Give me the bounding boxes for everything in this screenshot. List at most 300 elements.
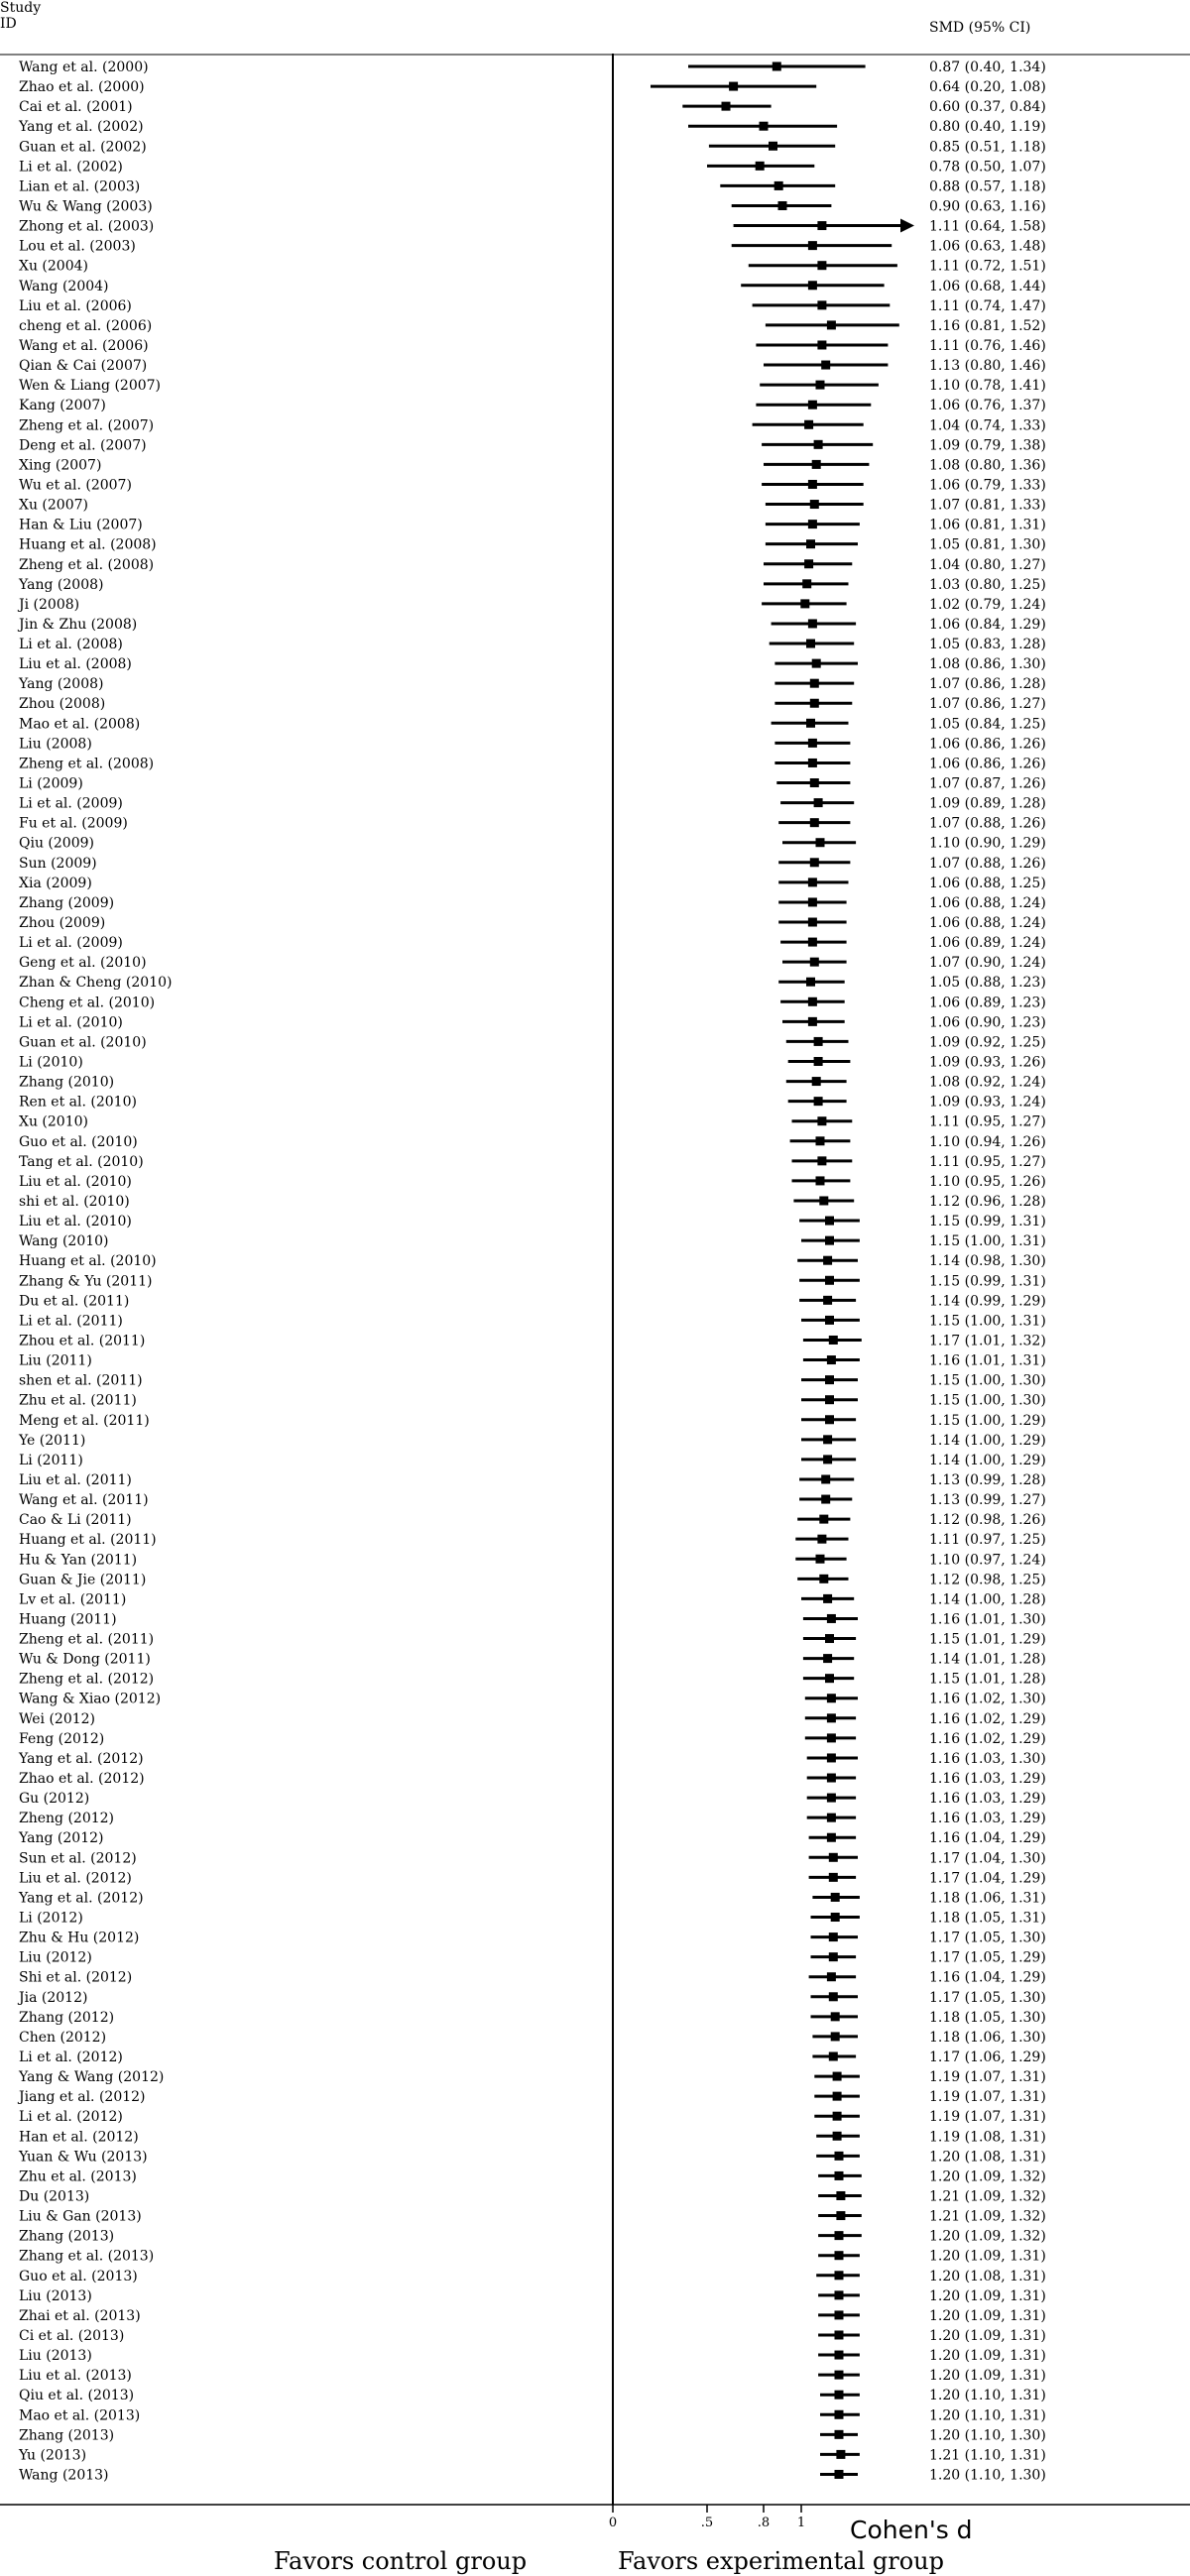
point-estimate-marker (827, 1614, 836, 1623)
point-estimate-marker (819, 1196, 828, 1205)
smd-ci-value: 1.06 (0.79, 1.33) (929, 477, 1046, 494)
study-id-label: Zhao et al. (2012) (19, 1771, 145, 1788)
smd-ci-value: 1.20 (1.09, 1.31) (929, 2307, 1046, 2324)
point-estimate-marker (817, 1535, 826, 1544)
smd-ci-value: 1.11 (0.72, 1.51) (929, 258, 1046, 275)
smd-ci-value: 1.06 (0.81, 1.31) (929, 517, 1046, 533)
study-id-label: Zheng et al. (2008) (19, 556, 155, 573)
point-estimate-marker (804, 559, 813, 568)
point-estimate-marker (817, 261, 826, 270)
point-estimate-marker (835, 2330, 844, 2339)
study-id-label: Liu (2011) (19, 1352, 92, 1369)
point-estimate-marker (816, 838, 825, 847)
point-estimate-marker (808, 619, 817, 628)
smd-ci-value: 1.07 (0.88, 1.26) (929, 855, 1046, 872)
point-estimate-marker (810, 858, 819, 867)
smd-ci-value: 1.19 (1.07, 1.31) (929, 2069, 1046, 2086)
smd-ci-value: 1.16 (1.02, 1.29) (929, 1710, 1046, 1727)
study-id-label: Lv et al. (2011) (19, 1591, 127, 1608)
smd-ci-value: 1.16 (1.02, 1.30) (929, 1691, 1046, 1707)
study-id-label: Han et al. (2012) (19, 2129, 139, 2146)
smd-ci-value: 1.19 (1.08, 1.31) (929, 2129, 1046, 2146)
point-estimate-marker (836, 2211, 845, 2220)
study-id-label: Wang et al. (2011) (19, 1492, 149, 1509)
point-estimate-marker (774, 181, 783, 190)
study-id-label: Han & Liu (2007) (19, 517, 143, 533)
smd-ci-value: 1.11 (0.64, 1.58) (929, 218, 1046, 235)
study-id-label: Gu (2012) (19, 1791, 90, 1808)
point-estimate-marker (829, 1873, 838, 1882)
study-id-label: Deng et al. (2007) (19, 437, 147, 454)
smd-ci-value: 1.20 (1.09, 1.32) (929, 2168, 1046, 2185)
study-id-label: Lou et al. (2003) (19, 238, 136, 255)
smd-ci-value: 1.15 (1.00, 1.30) (929, 1392, 1046, 1409)
smd-ci-value: 1.09 (0.93, 1.26) (929, 1054, 1046, 1071)
smd-ci-value: 1.11 (0.74, 1.47) (929, 297, 1046, 314)
smd-ci-value: 1.10 (0.95, 1.26) (929, 1173, 1046, 1190)
point-estimate-marker (825, 1415, 834, 1424)
smd-ci-value: 1.09 (0.89, 1.28) (929, 795, 1046, 812)
smd-ci-value: 1.16 (0.81, 1.52) (929, 317, 1046, 334)
study-id-label: Li et al. (2010) (19, 1014, 123, 1031)
smd-ci-value: 1.06 (0.88, 1.24) (929, 915, 1046, 932)
smd-ci-value: 1.16 (1.02, 1.29) (929, 1730, 1046, 1747)
smd-ci-value: 1.19 (1.07, 1.31) (929, 2109, 1046, 2126)
smd-ci-value: 1.16 (1.01, 1.31) (929, 1352, 1046, 1369)
point-estimate-marker (817, 340, 826, 349)
study-id-label: Jin & Zhu (2008) (19, 616, 138, 633)
smd-ci-value: 1.18 (1.06, 1.31) (929, 1890, 1046, 1907)
smd-ci-value: 1.17 (1.04, 1.29) (929, 1870, 1046, 1887)
study-id-label: Tang et al. (2010) (19, 1153, 144, 1170)
point-estimate-marker (827, 1774, 836, 1783)
point-estimate-marker (833, 2132, 842, 2141)
smd-ci-value: 1.06 (0.84, 1.29) (929, 616, 1046, 633)
study-id-label: Yang et al. (2012) (19, 1890, 144, 1907)
ci-arrow-icon (900, 219, 914, 233)
point-estimate-marker (833, 2112, 842, 2121)
point-estimate-marker (808, 401, 817, 410)
smd-ci-value: 1.10 (0.97, 1.24) (929, 1552, 1046, 1569)
study-id-label: Liu et al. (2013) (19, 2368, 132, 2385)
study-id-label: Hu & Yan (2011) (19, 1552, 138, 1569)
study-id-label: Cheng et al. (2010) (19, 995, 156, 1011)
study-id-label: Huang (2011) (19, 1611, 117, 1628)
study-id-label: Chen (2012) (19, 2029, 107, 2046)
study-id-label: Wang (2010) (19, 1233, 109, 1250)
point-estimate-marker (773, 62, 781, 71)
point-estimate-marker (810, 679, 819, 688)
smd-ci-value: 1.20 (1.08, 1.31) (929, 2149, 1046, 2166)
point-estimate-marker (827, 1794, 836, 1803)
smd-ci-value: 1.18 (1.05, 1.30) (929, 2009, 1046, 2026)
point-estimate-marker (825, 1217, 834, 1226)
smd-ci-value: 1.12 (0.96, 1.28) (929, 1193, 1046, 1210)
point-estimate-marker (816, 381, 825, 390)
smd-ci-value: 1.21 (1.09, 1.32) (929, 2208, 1046, 2225)
smd-ci-value: 1.20 (1.09, 1.31) (929, 2327, 1046, 2344)
study-id-label: Cao & Li (2011) (19, 1512, 132, 1529)
smd-ci-value: 1.20 (1.10, 1.30) (929, 2467, 1046, 2484)
x-tick-label: .5 (700, 2516, 714, 2530)
smd-ci-value: 1.05 (0.84, 1.25) (929, 716, 1046, 733)
smd-ci-value: 1.11 (0.97, 1.25) (929, 1532, 1046, 1549)
point-estimate-marker (808, 1017, 817, 1026)
point-estimate-marker (823, 1256, 832, 1265)
smd-ci-value: 1.17 (1.01, 1.32) (929, 1333, 1046, 1349)
smd-ci-value: 1.12 (0.98, 1.25) (929, 1572, 1046, 1588)
point-estimate-marker (831, 1893, 840, 1902)
smd-ci-value: 1.08 (0.92, 1.24) (929, 1074, 1046, 1091)
point-estimate-marker (806, 978, 815, 987)
point-estimate-marker (825, 1316, 834, 1325)
study-id-label: Xia (2009) (19, 875, 92, 891)
study-id-label: Shi et al. (2012) (19, 1969, 133, 1986)
point-estimate-marker (760, 122, 769, 131)
smd-column-header: SMD (95% CI) (929, 20, 1031, 36)
study-id-label: Wang et al. (2006) (19, 337, 149, 354)
point-estimate-marker (831, 2032, 840, 2041)
study-id-label: Wu & Dong (2011) (19, 1651, 151, 1668)
point-estimate-marker (804, 420, 813, 429)
study-id-label: Zhang (2013) (19, 2228, 115, 2245)
study-id-label: Zhai et al. (2013) (19, 2307, 141, 2324)
smd-ci-value: 1.15 (1.00, 1.31) (929, 1313, 1046, 1330)
smd-ci-value: 1.14 (1.00, 1.29) (929, 1452, 1046, 1468)
smd-ci-value: 1.14 (1.00, 1.28) (929, 1591, 1046, 1608)
point-estimate-marker (835, 2351, 844, 2360)
study-id-label: Zhang (2012) (19, 2009, 115, 2026)
id-label: ID (0, 16, 17, 32)
smd-ci-value: 1.04 (0.80, 1.27) (929, 556, 1046, 573)
study-id-label: Meng et al. (2011) (19, 1412, 150, 1429)
study-id-label: Li et al. (2011) (19, 1313, 123, 1330)
point-estimate-marker (778, 201, 787, 210)
smd-ci-value: 1.21 (1.10, 1.31) (929, 2447, 1046, 2464)
study-id-label: Liu et al. (2012) (19, 1870, 132, 1887)
study-id-label: Zhang (2013) (19, 2427, 115, 2444)
study-id-label: Qiu (2009) (19, 835, 94, 852)
smd-ci-value: 1.12 (0.98, 1.26) (929, 1512, 1046, 1529)
study-id-label: Li (2011) (19, 1452, 83, 1468)
study-id-label: Xu (2007) (19, 497, 88, 514)
smd-ci-value: 1.16 (1.03, 1.29) (929, 1771, 1046, 1788)
study-id-label: Zhao et al. (2000) (19, 79, 145, 96)
smd-ci-value: 1.16 (1.04, 1.29) (929, 1969, 1046, 1986)
point-estimate-marker (814, 1037, 823, 1046)
study-id-label: Liu et al. (2006) (19, 297, 132, 314)
smd-ci-value: 1.10 (0.78, 1.41) (929, 378, 1046, 395)
smd-ci-value: 1.05 (0.83, 1.28) (929, 637, 1046, 653)
point-estimate-marker (829, 1952, 838, 1961)
study-id-label: Ci et al. (2013) (19, 2327, 125, 2344)
point-estimate-marker (835, 2171, 844, 2180)
study-id-label: Wang & Xiao (2012) (19, 1691, 162, 1707)
smd-ci-value: 1.15 (1.00, 1.31) (929, 1233, 1046, 1250)
smd-ci-value: 1.07 (0.87, 1.26) (929, 775, 1046, 792)
point-estimate-marker (833, 2092, 842, 2101)
study-id-label: Huang et al. (2008) (19, 536, 157, 553)
smd-ci-value: 1.09 (0.93, 1.24) (929, 1094, 1046, 1111)
study-id-label: Yang (2008) (19, 576, 104, 593)
smd-ci-value: 1.19 (1.07, 1.31) (929, 2089, 1046, 2106)
study-id-label: Li et al. (2009) (19, 795, 123, 812)
study-id-label: Qian & Cai (2007) (19, 358, 148, 375)
point-estimate-marker (827, 1694, 836, 1702)
point-estimate-marker (827, 1833, 836, 1842)
point-estimate-marker (814, 1057, 823, 1066)
smd-ci-value: 1.14 (1.01, 1.28) (929, 1651, 1046, 1668)
smd-ci-value: 1.13 (0.80, 1.46) (929, 358, 1046, 375)
study-id-label: Wu et al. (2007) (19, 477, 132, 494)
study-id-label: Yang (2012) (19, 1830, 104, 1847)
point-estimate-marker (808, 281, 817, 290)
smd-ci-value: 1.21 (1.09, 1.32) (929, 2188, 1046, 2205)
smd-ci-value: 1.07 (0.86, 1.28) (929, 676, 1046, 693)
smd-ci-value: 1.16 (1.03, 1.30) (929, 1750, 1046, 1767)
smd-ci-value: 1.06 (0.63, 1.48) (929, 238, 1046, 255)
smd-ci-value: 1.06 (0.86, 1.26) (929, 756, 1046, 772)
point-estimate-marker (808, 997, 817, 1006)
study-id-label: Zheng et al. (2007) (19, 417, 155, 434)
smd-ci-value: 1.13 (0.99, 1.27) (929, 1492, 1046, 1509)
study-id-label: Jia (2012) (19, 1989, 88, 2006)
point-estimate-marker (810, 699, 819, 708)
smd-ci-value: 1.06 (0.68, 1.44) (929, 278, 1046, 294)
smd-ci-value: 1.20 (1.09, 1.31) (929, 2368, 1046, 2385)
study-id-label: Zhang (2009) (19, 894, 115, 911)
smd-ci-value: 1.10 (0.94, 1.26) (929, 1133, 1046, 1150)
point-estimate-marker (812, 659, 821, 668)
point-estimate-marker (816, 1555, 825, 1564)
smd-ci-value: 0.80 (0.40, 1.19) (929, 119, 1046, 136)
smd-ci-value: 1.06 (0.86, 1.26) (929, 736, 1046, 753)
point-estimate-marker (835, 2310, 844, 2319)
smd-ci-value: 1.15 (1.01, 1.29) (929, 1631, 1046, 1648)
point-estimate-marker (821, 1474, 830, 1483)
study-id-label: Zheng et al. (2012) (19, 1671, 155, 1688)
study-id-label: Yang (2008) (19, 676, 104, 693)
smd-ci-value: 1.18 (1.06, 1.30) (929, 2029, 1046, 2046)
smd-ci-value: 1.06 (0.88, 1.25) (929, 875, 1046, 891)
study-id-label: Wu & Wang (2003) (19, 198, 153, 215)
point-estimate-marker (821, 361, 830, 370)
smd-ci-value: 1.05 (0.88, 1.23) (929, 975, 1046, 992)
smd-ci-value: 1.06 (0.90, 1.23) (929, 1014, 1046, 1031)
smd-ci-value: 1.17 (1.05, 1.29) (929, 1949, 1046, 1966)
smd-ci-value: 1.18 (1.05, 1.31) (929, 1910, 1046, 1927)
study-id-label: Li (2012) (19, 1910, 83, 1927)
point-estimate-marker (817, 221, 826, 230)
study-id-label: Liu (2012) (19, 1949, 92, 1966)
point-estimate-marker (825, 1276, 834, 1285)
study-id-label: Zhan & Cheng (2010) (19, 975, 173, 992)
smd-ci-value: 1.15 (1.00, 1.30) (929, 1372, 1046, 1389)
smd-ci-value: 0.90 (0.63, 1.16) (929, 198, 1046, 215)
smd-ci-value: 1.16 (1.03, 1.29) (929, 1791, 1046, 1808)
point-estimate-marker (808, 918, 817, 927)
smd-ci-value: 1.09 (0.79, 1.38) (929, 437, 1046, 454)
point-estimate-marker (814, 798, 823, 807)
point-estimate-marker (825, 1634, 834, 1643)
study-id-label: Ren et al. (2010) (19, 1094, 137, 1111)
study-id-label: Li et al. (2009) (19, 935, 123, 952)
study-id-label: Guan et al. (2010) (19, 1034, 147, 1051)
smd-ci-value: 1.11 (0.95, 1.27) (929, 1113, 1046, 1130)
study-id-label: Liu et al. (2010) (19, 1173, 132, 1190)
study-id-label: Liu et al. (2010) (19, 1214, 132, 1230)
smd-ci-value: 0.64 (0.20, 1.08) (929, 79, 1046, 96)
study-id-label: Feng (2012) (19, 1730, 105, 1747)
point-estimate-marker (817, 1116, 826, 1125)
smd-ci-value: 1.03 (0.80, 1.25) (929, 576, 1046, 593)
point-estimate-marker (819, 1515, 828, 1524)
point-estimate-marker (810, 778, 819, 787)
study-id-label: Yuan & Wu (2013) (19, 2149, 148, 2166)
smd-ci-value: 1.06 (0.89, 1.24) (929, 935, 1046, 952)
point-estimate-marker (806, 539, 815, 548)
study-id-label: Yu (2013) (19, 2447, 87, 2464)
study-id-label: Xu (2004) (19, 258, 88, 275)
point-estimate-marker (823, 1435, 832, 1444)
study-id-label: Li et al. (2012) (19, 2049, 123, 2065)
smd-ci-value: 1.02 (0.79, 1.24) (929, 596, 1046, 613)
smd-ci-value: 1.15 (1.01, 1.28) (929, 1671, 1046, 1688)
point-estimate-marker (835, 2231, 844, 2240)
study-id-label: Zheng et al. (2008) (19, 756, 155, 772)
smd-ci-value: 1.20 (1.09, 1.31) (929, 2287, 1046, 2304)
smd-ci-value: 1.11 (0.76, 1.46) (929, 337, 1046, 354)
study-id-label: Zhong et al. (2003) (19, 218, 155, 235)
smd-ci-value: 1.07 (0.88, 1.26) (929, 815, 1046, 832)
point-estimate-marker (812, 1077, 821, 1086)
study-id-label: Li et al. (2012) (19, 2109, 123, 2126)
point-estimate-marker (825, 1395, 834, 1404)
point-estimate-marker (823, 1455, 832, 1464)
study-id-label: Zhu et al. (2013) (19, 2168, 137, 2185)
point-estimate-marker (812, 460, 821, 469)
smd-ci-value: 1.14 (0.99, 1.29) (929, 1293, 1046, 1310)
smd-ci-value: 1.17 (1.05, 1.30) (929, 1930, 1046, 1946)
point-estimate-marker (821, 1495, 830, 1504)
study-id-label: Wang (2004) (19, 278, 109, 294)
study-id-label: Zhang (2010) (19, 1074, 115, 1091)
smd-ci-value: 1.06 (0.89, 1.23) (929, 995, 1046, 1011)
smd-ci-value: 0.85 (0.51, 1.18) (929, 139, 1046, 156)
point-estimate-marker (825, 1375, 834, 1384)
study-id-label: Yang et al. (2012) (19, 1750, 144, 1767)
smd-ci-value: 1.20 (1.09, 1.31) (929, 2248, 1046, 2265)
study-id-label: Yang et al. (2002) (19, 119, 144, 136)
point-estimate-marker (827, 1355, 836, 1364)
study-id-label: Xu (2010) (19, 1113, 88, 1130)
point-estimate-marker (756, 162, 765, 171)
point-estimate-marker (829, 1336, 838, 1345)
point-estimate-marker (729, 82, 738, 91)
smd-ci-value: 1.10 (0.90, 1.29) (929, 835, 1046, 852)
study-id-label: Zhou (2008) (19, 696, 106, 713)
study-id-label: Zhu & Hu (2012) (19, 1930, 140, 1946)
point-estimate-marker (827, 1753, 836, 1762)
study-id-label: Liu (2013) (19, 2287, 92, 2304)
study-id-label: Kang (2007) (19, 398, 106, 414)
point-estimate-marker (835, 2410, 844, 2419)
study-id-label: Qiu et al. (2013) (19, 2388, 135, 2404)
study-id-label: Cai et al. (2001) (19, 99, 133, 116)
smd-ci-value: 1.15 (0.99, 1.31) (929, 1273, 1046, 1290)
point-estimate-marker (810, 958, 819, 967)
point-estimate-marker (823, 1594, 832, 1603)
point-estimate-marker (808, 938, 817, 947)
study-id-label: Huang et al. (2011) (19, 1532, 157, 1549)
point-estimate-marker (835, 2371, 844, 2380)
study-id-label: Wang (2013) (19, 2467, 109, 2484)
study-label: Study (0, 0, 42, 16)
study-id-label: Lian et al. (2003) (19, 178, 141, 195)
point-estimate-marker (833, 2072, 842, 2081)
smd-ci-value: 1.14 (0.98, 1.30) (929, 1253, 1046, 1270)
point-estimate-marker (835, 2290, 844, 2299)
study-id-label: Zhang & Yu (2011) (19, 1273, 153, 1290)
study-id-label: Yang & Wang (2012) (19, 2069, 165, 2086)
point-estimate-marker (814, 440, 823, 449)
study-id-label: shi et al. (2010) (19, 1193, 130, 1210)
study-id-label: Guo et al. (2013) (19, 2268, 138, 2284)
point-estimate-marker (816, 1136, 825, 1145)
point-estimate-marker (808, 241, 817, 250)
point-estimate-marker (835, 2470, 844, 2479)
point-estimate-marker (836, 2191, 845, 2200)
study-id-label: Zhang et al. (2013) (19, 2248, 155, 2265)
study-id-label: Xing (2007) (19, 457, 102, 474)
point-estimate-marker (808, 520, 817, 528)
study-id-label: Sun (2009) (19, 855, 97, 872)
smd-ci-value: 1.07 (0.86, 1.27) (929, 696, 1046, 713)
point-estimate-marker (831, 2012, 840, 2021)
smd-ci-value: 1.17 (1.04, 1.30) (929, 1850, 1046, 1867)
point-estimate-marker (810, 818, 819, 827)
study-id-label: Ji (2008) (19, 596, 80, 613)
point-estimate-marker (819, 1575, 828, 1583)
point-estimate-marker (814, 1097, 823, 1106)
smd-ci-value: 1.05 (0.81, 1.30) (929, 536, 1046, 553)
study-id-label: Jiang et al. (2012) (19, 2089, 146, 2106)
smd-ci-value: 1.08 (0.86, 1.30) (929, 656, 1046, 673)
study-id-label: Sun et al. (2012) (19, 1850, 137, 1867)
study-id-label: Liu et al. (2011) (19, 1471, 132, 1488)
point-estimate-marker (817, 1156, 826, 1165)
point-estimate-marker (829, 1853, 838, 1862)
point-estimate-marker (829, 1992, 838, 2001)
point-estimate-marker (823, 1654, 832, 1663)
smd-ci-value: 1.16 (1.01, 1.30) (929, 1611, 1046, 1628)
smd-ci-value: 1.06 (0.88, 1.24) (929, 894, 1046, 911)
smd-ci-value: 1.20 (1.10, 1.31) (929, 2407, 1046, 2424)
x-axis-title: Cohen's d (850, 2516, 973, 2544)
point-estimate-marker (808, 759, 817, 767)
study-id-label: Li (2010) (19, 1054, 83, 1071)
smd-ci-value: 0.87 (0.40, 1.34) (929, 59, 1046, 75)
study-id-label: Du et al. (2011) (19, 1293, 130, 1310)
point-estimate-marker (808, 878, 817, 886)
point-estimate-marker (817, 300, 826, 309)
smd-ci-value: 1.07 (0.81, 1.33) (929, 497, 1046, 514)
study-id-label: Wen & Liang (2007) (19, 378, 162, 395)
study-id-label: Zheng (2012) (19, 1811, 115, 1827)
smd-ci-value: 1.20 (1.10, 1.30) (929, 2427, 1046, 2444)
point-estimate-marker (827, 1972, 836, 1981)
smd-ci-value: 1.13 (0.99, 1.28) (929, 1471, 1046, 1488)
